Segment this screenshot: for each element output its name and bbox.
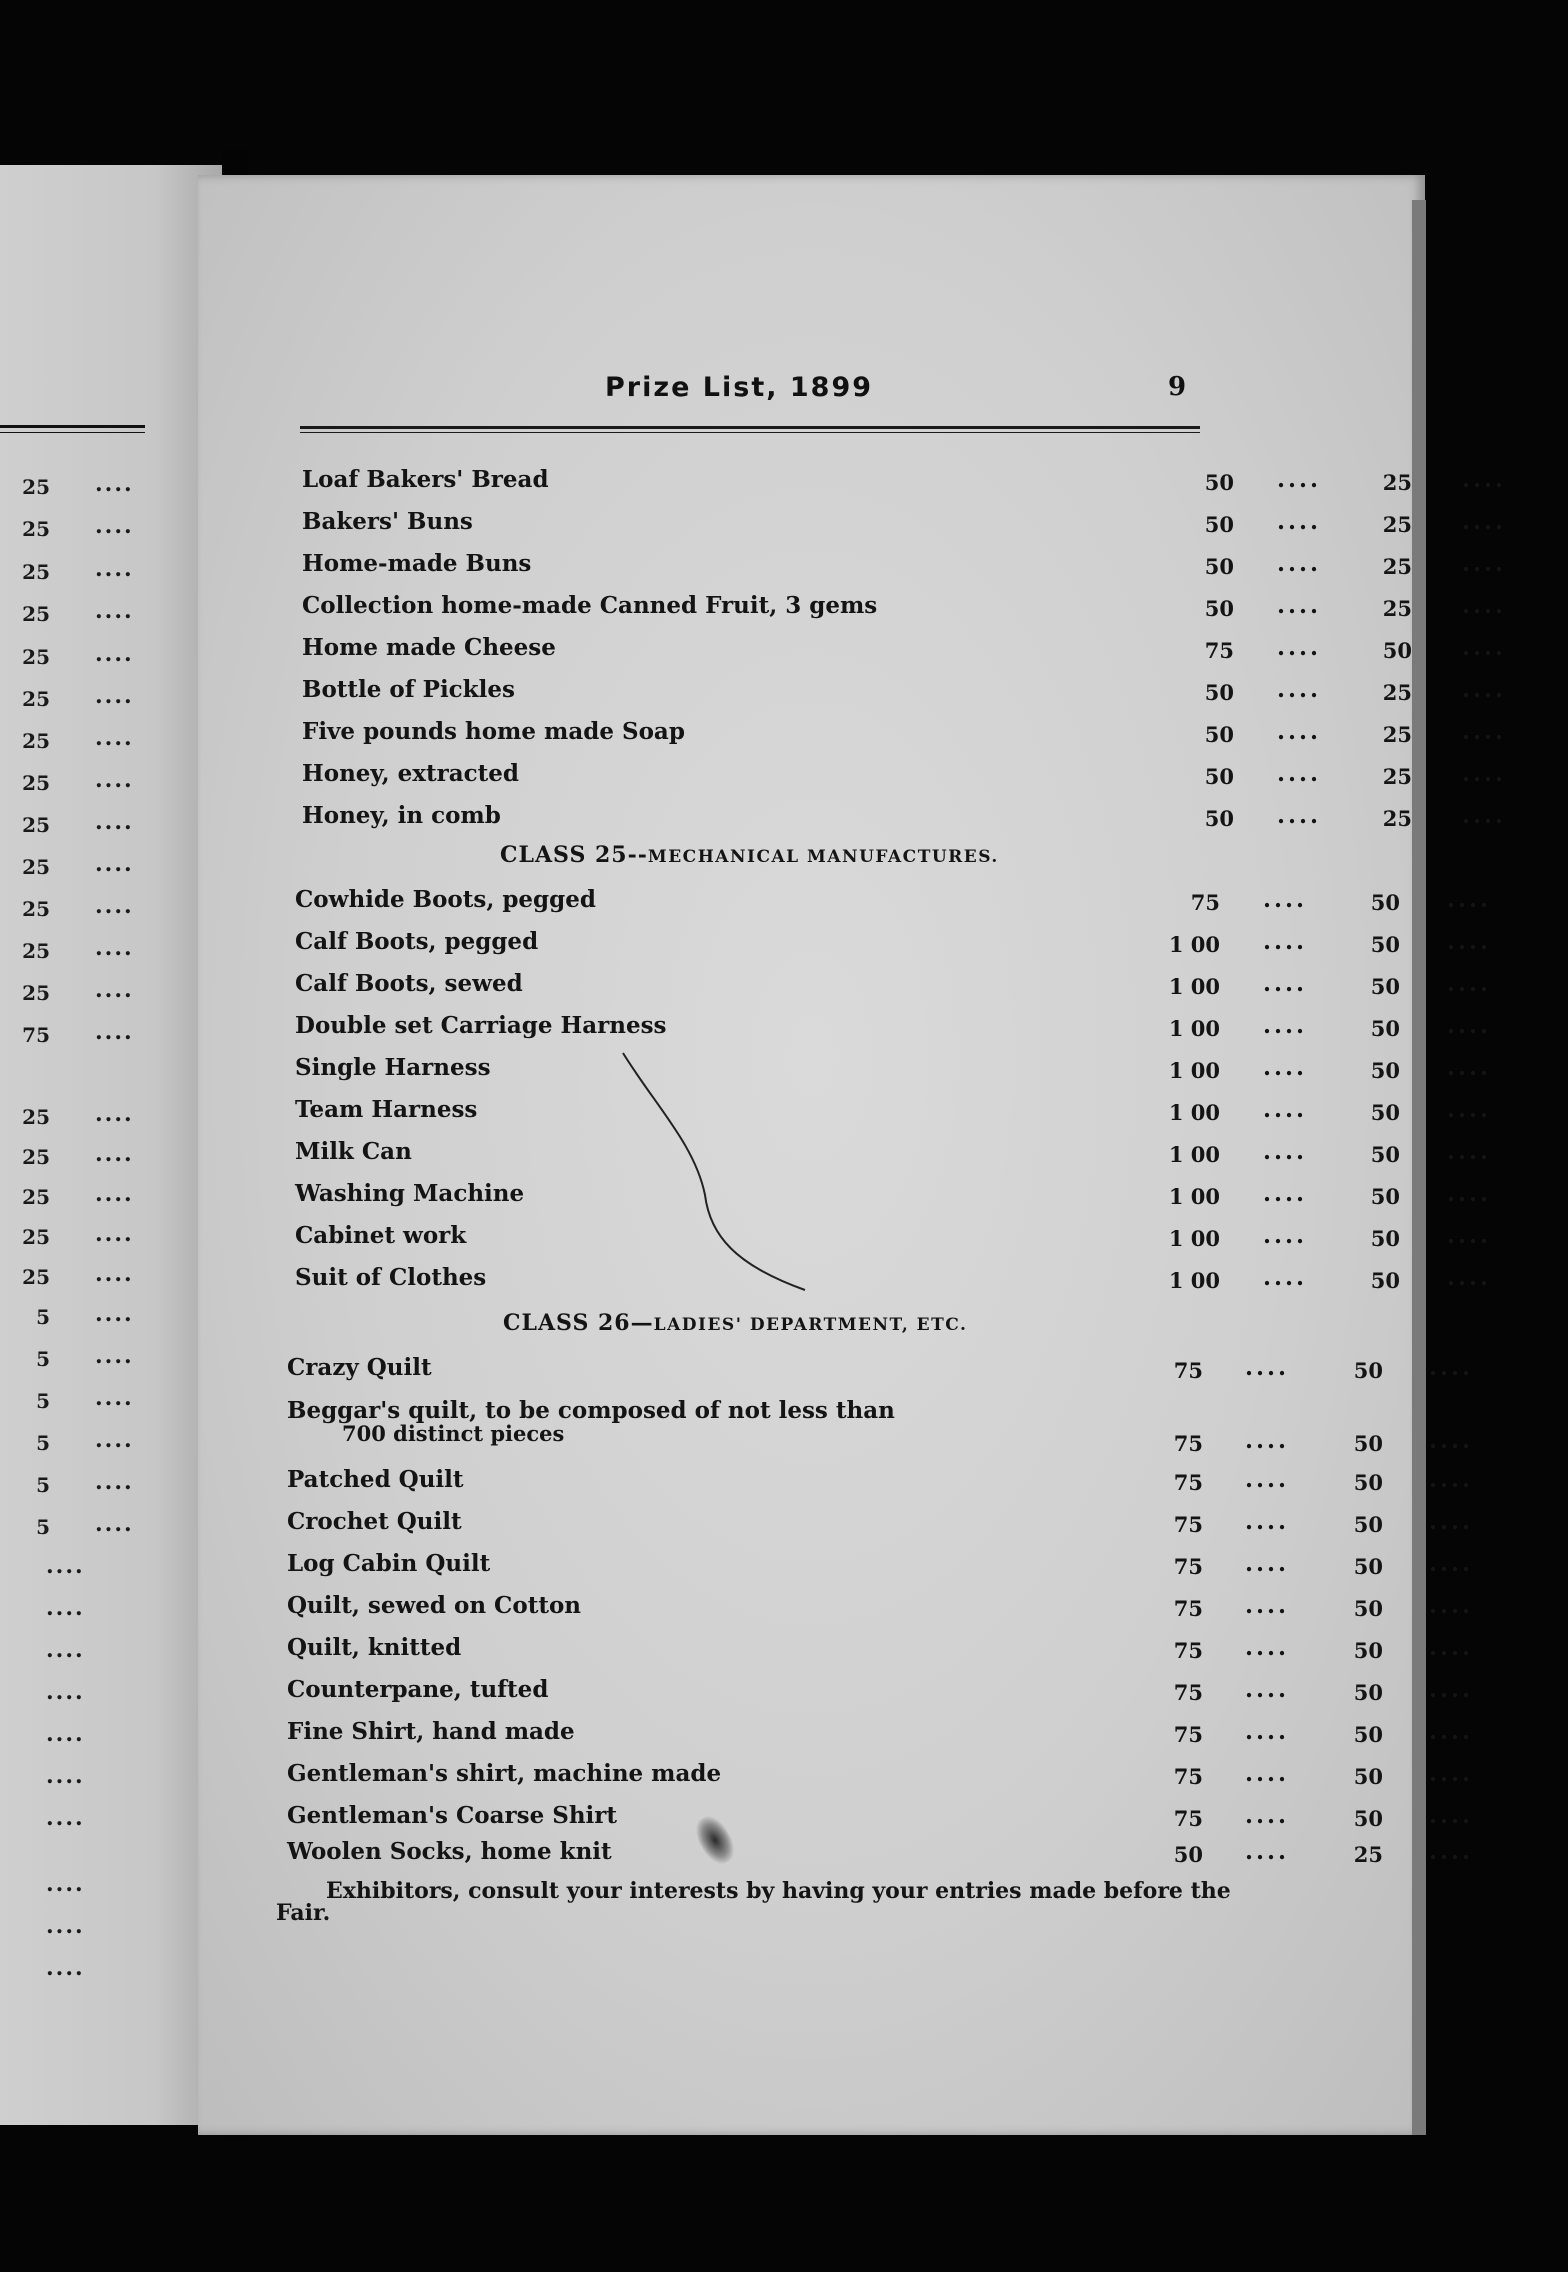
left-dot-leader: .... <box>95 1019 134 1045</box>
left-dot-leader: .... <box>95 893 134 919</box>
first-prize: 50 <box>1204 512 1234 537</box>
second-prize: 50 <box>1370 974 1400 999</box>
left-prize-row <box>0 1907 222 1947</box>
dot-leader: .... <box>1245 1718 1290 1745</box>
left-dot-leader: .... <box>46 1913 85 1939</box>
left-dot-leader: .... <box>46 1871 85 1897</box>
item-name: Honey, extracted <box>302 760 519 787</box>
dot-leader: .... <box>1245 1634 1290 1661</box>
left-dot-leader: .... <box>46 1721 85 1747</box>
left-prize-value: 25 <box>22 771 50 795</box>
left-prize-value: 5 <box>36 1473 50 1497</box>
left-prize-value: 25 <box>22 517 50 541</box>
dot-leader: .... <box>1245 1760 1290 1787</box>
left-dot-leader: .... <box>95 1221 134 1247</box>
second-prize: 25 <box>1382 680 1412 705</box>
left-prize-row <box>0 1175 222 1215</box>
second-prize: 25 <box>1382 512 1412 537</box>
dot-leader: .... <box>1462 508 1507 535</box>
first-prize: 75 <box>1173 1722 1203 1747</box>
left-prize-value: 25 <box>22 855 50 879</box>
dot-leader: .... <box>1447 886 1492 913</box>
dot-leader: .... <box>1462 802 1507 829</box>
prize-row <box>295 924 1492 964</box>
footer-line-2: Fair. <box>276 1900 331 1926</box>
left-prize-row <box>0 507 222 547</box>
prize-row <box>287 1798 1474 1838</box>
second-prize: 50 <box>1353 1764 1383 1789</box>
left-dot-leader: .... <box>95 935 134 961</box>
dot-leader: .... <box>1429 1550 1474 1577</box>
dot-leader: .... <box>1429 1802 1474 1829</box>
item-name: Quilt, sewed on Cotton <box>287 1592 582 1619</box>
left-dot-leader: .... <box>95 598 134 624</box>
left-prize-value: 25 <box>22 939 50 963</box>
left-dot-leader: .... <box>95 1385 134 1411</box>
dot-leader: .... <box>1429 1760 1474 1787</box>
prize-row <box>302 462 1507 502</box>
prize-row <box>295 966 1492 1006</box>
left-dot-leader: .... <box>95 513 134 539</box>
left-dot-leader: .... <box>95 1101 134 1127</box>
second-prize: 50 <box>1370 932 1400 957</box>
page-number: 9 <box>1168 372 1187 402</box>
left-dot-leader: .... <box>95 556 134 582</box>
left-prize-row <box>0 803 222 843</box>
left-prize-row <box>0 1715 222 1755</box>
dot-leader: .... <box>1245 1592 1290 1619</box>
prize-row <box>287 1672 1474 1712</box>
left-dot-leader: .... <box>95 1343 134 1369</box>
second-prize: 25 <box>1382 722 1412 747</box>
first-prize: 50 <box>1204 764 1234 789</box>
item-name: Five pounds home made Soap <box>302 718 685 745</box>
item-name: Crazy Quilt <box>287 1354 432 1381</box>
left-prize-row <box>0 1865 222 1905</box>
prize-row <box>302 588 1507 628</box>
second-prize: 50 <box>1353 1596 1383 1621</box>
left-dot-leader: .... <box>46 1955 85 1981</box>
first-prize: 75 <box>1173 1512 1203 1537</box>
second-prize: 25 <box>1382 470 1412 495</box>
prize-row <box>287 1714 1474 1754</box>
prize-row <box>295 1008 1492 1048</box>
first-prize: 1 00 <box>1168 1184 1220 1209</box>
dot-leader: .... <box>1277 592 1322 619</box>
dot-leader: .... <box>1245 1427 1290 1454</box>
dot-leader: .... <box>1263 886 1308 913</box>
page-edge-shadow <box>1412 200 1426 2135</box>
prize-row <box>287 1462 1474 1502</box>
item-name: Crochet Quilt <box>287 1508 462 1535</box>
dot-leader: .... <box>1263 1180 1308 1207</box>
left-prize-row <box>0 1799 222 1839</box>
left-dot-leader: .... <box>46 1763 85 1789</box>
left-dot-leader: .... <box>95 1469 134 1495</box>
left-prize-row <box>0 1673 222 1713</box>
item-name: Collection home-made Canned Fruit, 3 gems <box>302 592 878 619</box>
dot-leader: .... <box>1277 676 1322 703</box>
item-name: Log Cabin Quilt <box>287 1550 491 1577</box>
item-name: Milk Can <box>295 1138 412 1165</box>
second-prize: 50 <box>1370 1016 1400 1041</box>
first-prize: 75 <box>1204 638 1234 663</box>
left-prize-row <box>0 1135 222 1175</box>
second-prize: 50 <box>1353 1431 1383 1456</box>
left-dot-leader: .... <box>95 1141 134 1167</box>
prize-row <box>287 1588 1474 1628</box>
second-prize: 50 <box>1370 1058 1400 1083</box>
item-name: Beggar's quilt, to be composed of not less than <box>287 1397 895 1424</box>
dot-leader: .... <box>1429 1718 1474 1745</box>
left-prize-value: 25 <box>22 1265 50 1289</box>
first-prize: 75 <box>1173 1470 1203 1495</box>
first-prize: 1 00 <box>1168 1142 1220 1167</box>
prize-row <box>302 756 1507 796</box>
dot-leader: .... <box>1462 592 1507 619</box>
first-prize: 75 <box>1173 1596 1203 1621</box>
dot-leader: .... <box>1429 1466 1474 1493</box>
dot-leader: .... <box>1447 1222 1492 1249</box>
second-prize: 50 <box>1370 1184 1400 1209</box>
first-prize: 75 <box>1173 1431 1203 1456</box>
dot-leader: .... <box>1263 928 1308 955</box>
left-prize-row <box>0 1421 222 1461</box>
prize-row <box>287 1756 1474 1796</box>
left-prize-row <box>0 1631 222 1671</box>
second-prize: 50 <box>1353 1806 1383 1831</box>
class-26-heading <box>503 1310 967 1336</box>
item-name: Home made Cheese <box>302 634 556 661</box>
left-prize-row <box>0 1013 222 1053</box>
dot-leader: .... <box>1245 1354 1290 1381</box>
dot-leader: .... <box>1277 718 1322 745</box>
left-prize-row <box>0 1095 222 1135</box>
left-dot-leader: .... <box>95 851 134 877</box>
second-prize: 50 <box>1353 1680 1383 1705</box>
item-name: Team Harness <box>295 1096 478 1123</box>
left-prize-row <box>0 845 222 885</box>
left-prize-value: 25 <box>22 1105 50 1129</box>
second-prize: 50 <box>1370 1142 1400 1167</box>
left-dot-leader: .... <box>95 1181 134 1207</box>
left-prize-value: 5 <box>36 1347 50 1371</box>
dot-leader: .... <box>1263 1138 1308 1165</box>
dot-leader: .... <box>1462 634 1507 661</box>
second-prize: 25 <box>1382 596 1412 621</box>
left-dot-leader: .... <box>95 683 134 709</box>
first-prize: 1 00 <box>1168 932 1220 957</box>
first-prize: 50 <box>1204 596 1234 621</box>
dot-leader: .... <box>1263 1012 1308 1039</box>
class-25-heading <box>500 842 999 868</box>
dot-leader: .... <box>1429 1676 1474 1703</box>
left-prize-row <box>0 887 222 927</box>
dot-leader: .... <box>1245 1676 1290 1703</box>
left-dot-leader: .... <box>95 767 134 793</box>
dot-leader: .... <box>1429 1592 1474 1619</box>
dot-leader: .... <box>1263 1096 1308 1123</box>
dot-leader: .... <box>1462 550 1507 577</box>
first-prize: 75 <box>1173 1764 1203 1789</box>
page-title: Prize List, 1899 <box>605 372 874 403</box>
item-name: Cabinet work <box>295 1222 467 1249</box>
left-dot-leader: .... <box>46 1805 85 1831</box>
first-prize: 75 <box>1173 1358 1203 1383</box>
class-26-subtitle: LADIES' DEPARTMENT, ETC. <box>653 1315 968 1335</box>
second-prize: 25 <box>1353 1842 1383 1867</box>
prize-row <box>295 882 1492 922</box>
left-prize-value: 25 <box>22 1185 50 1209</box>
left-prize-row <box>0 1215 222 1255</box>
left-prize-row <box>0 1379 222 1419</box>
left-dot-leader: .... <box>95 1301 134 1327</box>
dot-leader: .... <box>1245 1838 1290 1865</box>
dot-leader: .... <box>1447 970 1492 997</box>
left-prize-row <box>0 929 222 969</box>
item-name: Calf Boots, pegged <box>295 928 539 955</box>
class-25-title: CLASS 25-- <box>500 842 648 868</box>
left-header-rule <box>0 425 145 433</box>
first-prize: 1 00 <box>1168 1226 1220 1251</box>
left-prize-row <box>0 1337 222 1377</box>
left-dot-leader: .... <box>95 809 134 835</box>
item-name: Suit of Clothes <box>295 1264 487 1291</box>
left-prize-value: 5 <box>36 1389 50 1413</box>
item-name: Single Harness <box>295 1054 491 1081</box>
item-name: Honey, in comb <box>302 802 501 829</box>
page-header <box>300 372 1200 424</box>
dot-leader: .... <box>1429 1427 1474 1454</box>
left-prize-value: 25 <box>22 981 50 1005</box>
left-prize-value: 5 <box>36 1515 50 1539</box>
left-prize-row <box>0 971 222 1011</box>
left-prize-row <box>0 550 222 590</box>
dot-leader: .... <box>1263 1054 1308 1081</box>
left-prize-value: 75 <box>22 1023 50 1047</box>
left-prize-row <box>0 592 222 632</box>
second-prize: 50 <box>1370 1100 1400 1125</box>
left-dot-leader: .... <box>95 725 134 751</box>
second-prize: 25 <box>1382 764 1412 789</box>
second-prize: 50 <box>1353 1722 1383 1747</box>
second-prize: 50 <box>1353 1512 1383 1537</box>
left-prize-row <box>0 1757 222 1797</box>
dot-leader: .... <box>1447 1138 1492 1165</box>
item-name: Double set Carriage Harness <box>295 1012 667 1039</box>
item-name: Gentleman's Coarse Shirt <box>287 1802 618 1829</box>
dot-leader: .... <box>1447 1264 1492 1291</box>
item-name-continued: 700 distinct pieces <box>342 1421 565 1446</box>
left-prize-value: 5 <box>36 1431 50 1455</box>
prize-row <box>287 1834 1474 1874</box>
prize-row <box>287 1350 1474 1390</box>
dot-leader: .... <box>1263 970 1308 997</box>
left-prize-value: 25 <box>22 813 50 837</box>
left-prize-row <box>0 677 222 717</box>
first-prize: 75 <box>1173 1638 1203 1663</box>
first-prize: 50 <box>1204 470 1234 495</box>
second-prize: 50 <box>1353 1358 1383 1383</box>
first-prize: 50 <box>1204 554 1234 579</box>
left-dot-leader: .... <box>46 1553 85 1579</box>
prize-row <box>302 798 1507 838</box>
left-prize-row <box>0 719 222 759</box>
item-name: Washing Machine <box>295 1180 525 1207</box>
prize-row <box>287 1504 1474 1544</box>
prize-row <box>302 630 1507 670</box>
left-page-fragment <box>0 165 222 2125</box>
left-prize-row <box>0 761 222 801</box>
dot-leader: .... <box>1429 1508 1474 1535</box>
dot-leader: .... <box>1429 1838 1474 1865</box>
left-prize-row <box>0 465 222 505</box>
second-prize: 50 <box>1353 1554 1383 1579</box>
first-prize: 75 <box>1190 890 1220 915</box>
dot-leader: .... <box>1429 1354 1474 1381</box>
item-name: Gentleman's shirt, machine made <box>287 1760 722 1787</box>
left-prize-row <box>0 635 222 675</box>
first-prize: 75 <box>1173 1680 1203 1705</box>
dot-leader: .... <box>1447 1180 1492 1207</box>
pencil-mark <box>615 1045 815 1305</box>
first-prize: 1 00 <box>1168 974 1220 999</box>
left-prize-value: 25 <box>22 602 50 626</box>
second-prize: 50 <box>1370 1226 1400 1251</box>
dot-leader: .... <box>1277 466 1322 493</box>
dot-leader: .... <box>1245 1550 1290 1577</box>
prize-row <box>302 546 1507 586</box>
left-dot-leader: .... <box>95 641 134 667</box>
prize-row <box>302 504 1507 544</box>
item-name: Cowhide Boots, pegged <box>295 886 596 913</box>
left-prize-row <box>0 1589 222 1629</box>
second-prize: 25 <box>1382 554 1412 579</box>
dot-leader: .... <box>1263 1222 1308 1249</box>
left-prize-row <box>0 1949 222 1989</box>
left-prize-row <box>0 1505 222 1545</box>
footer-note <box>276 1878 1231 1926</box>
item-name: Loaf Bakers' Bread <box>302 466 549 493</box>
first-prize: 50 <box>1204 722 1234 747</box>
left-dot-leader: .... <box>95 1261 134 1287</box>
second-prize: 50 <box>1370 1268 1400 1293</box>
first-prize: 50 <box>1204 806 1234 831</box>
dot-leader: .... <box>1263 1264 1308 1291</box>
second-prize: 50 <box>1370 890 1400 915</box>
left-prize-value: 25 <box>22 560 50 584</box>
second-prize: 25 <box>1382 806 1412 831</box>
left-dot-leader: .... <box>95 977 134 1003</box>
first-prize: 50 <box>1204 680 1234 705</box>
dot-leader: .... <box>1245 1466 1290 1493</box>
dot-leader: .... <box>1447 1012 1492 1039</box>
left-prize-value: 25 <box>22 729 50 753</box>
dot-leader: .... <box>1447 1096 1492 1123</box>
dot-leader: .... <box>1277 508 1322 535</box>
dot-leader: .... <box>1462 676 1507 703</box>
left-prize-row <box>0 1463 222 1503</box>
item-name: Bottle of Pickles <box>302 676 515 703</box>
dot-leader: .... <box>1245 1508 1290 1535</box>
item-name: Fine Shirt, hand made <box>287 1718 575 1745</box>
left-prize-value: 25 <box>22 897 50 921</box>
item-name: Calf Boots, sewed <box>295 970 523 997</box>
header-rule <box>300 426 1200 433</box>
left-prize-row <box>0 1295 222 1335</box>
item-name: Home-made Buns <box>302 550 532 577</box>
left-dot-leader: .... <box>95 471 134 497</box>
left-dot-leader: .... <box>95 1427 134 1453</box>
dot-leader: .... <box>1277 550 1322 577</box>
dot-leader: .... <box>1277 634 1322 661</box>
second-prize: 50 <box>1353 1470 1383 1495</box>
item-name: Woolen Socks, home knit <box>287 1838 612 1865</box>
dot-leader: .... <box>1447 1054 1492 1081</box>
prize-row <box>287 1546 1474 1586</box>
first-prize: 75 <box>1173 1554 1203 1579</box>
prize-row <box>287 1630 1474 1670</box>
left-prize-row <box>0 1547 222 1587</box>
first-prize: 75 <box>1173 1806 1203 1831</box>
left-prize-value: 25 <box>22 1225 50 1249</box>
first-prize: 1 00 <box>1168 1058 1220 1083</box>
first-prize: 1 00 <box>1168 1268 1220 1293</box>
second-prize: 50 <box>1353 1638 1383 1663</box>
second-prize: 50 <box>1382 638 1412 663</box>
left-prize-value: 5 <box>36 1305 50 1329</box>
left-prize-value: 25 <box>22 475 50 499</box>
first-prize: 50 <box>1173 1842 1203 1867</box>
first-prize: 1 00 <box>1168 1100 1220 1125</box>
dot-leader: .... <box>1277 760 1322 787</box>
class-25-subtitle: MECHANICAL MANUFACTURES. <box>647 847 999 867</box>
dot-leader: .... <box>1447 928 1492 955</box>
item-name: Quilt, knitted <box>287 1634 462 1661</box>
left-prize-row <box>0 1255 222 1295</box>
dot-leader: .... <box>1277 802 1322 829</box>
dot-leader: .... <box>1462 760 1507 787</box>
prize-row <box>302 714 1507 754</box>
left-dot-leader: .... <box>46 1637 85 1663</box>
left-prize-value: 25 <box>22 645 50 669</box>
dot-leader: .... <box>1462 466 1507 493</box>
left-prize-value: 25 <box>22 1145 50 1169</box>
first-prize: 1 00 <box>1168 1016 1220 1041</box>
prize-row <box>302 672 1507 712</box>
left-dot-leader: .... <box>46 1679 85 1705</box>
prize-row <box>287 1395 1474 1456</box>
dot-leader: .... <box>1429 1634 1474 1661</box>
footer-line-1: Exhibitors, consult your interests by having your entries made before the <box>326 1878 1231 1904</box>
class-26-title: CLASS 26— <box>503 1310 654 1336</box>
left-prize-value: 25 <box>22 687 50 711</box>
item-name: Counterpane, tufted <box>287 1676 549 1703</box>
dot-leader: .... <box>1462 718 1507 745</box>
item-name: Patched Quilt <box>287 1466 464 1493</box>
left-dot-leader: .... <box>46 1595 85 1621</box>
left-dot-leader: .... <box>95 1511 134 1537</box>
dot-leader: .... <box>1245 1802 1290 1829</box>
item-name: Bakers' Buns <box>302 508 473 535</box>
